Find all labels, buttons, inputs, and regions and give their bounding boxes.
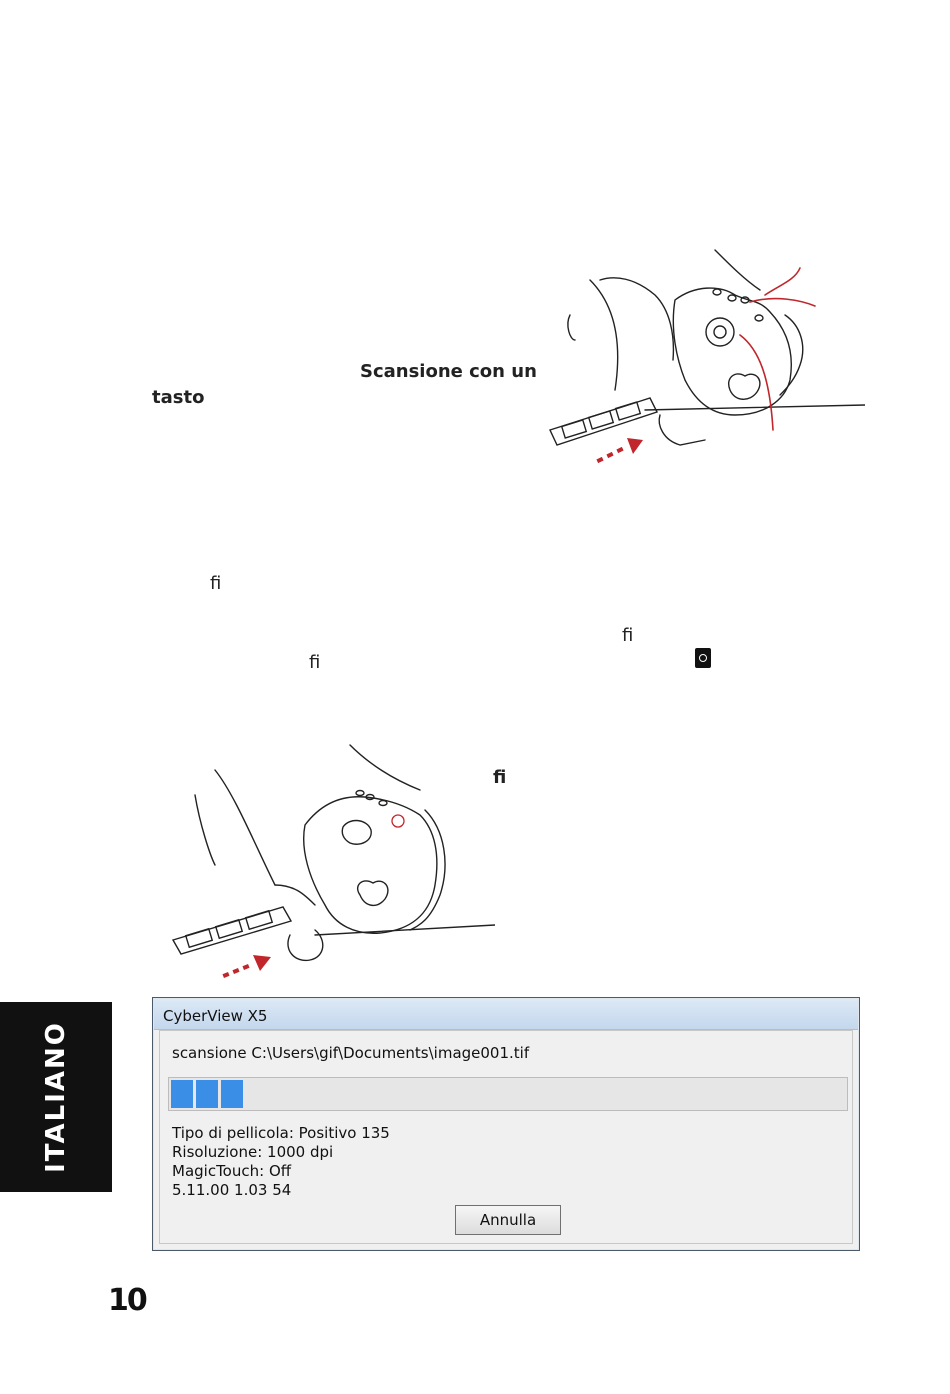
ligature-fi: ﬁ <box>493 767 507 788</box>
scan-button-icon <box>695 648 711 668</box>
progress-block <box>171 1080 193 1108</box>
language-label: ITALIANO <box>41 1021 71 1173</box>
ligature-fi: ﬁ <box>210 573 222 594</box>
scan-progress-bar <box>168 1077 848 1111</box>
dialog-titlebar[interactable] <box>154 999 858 1030</box>
language-side-tab <box>0 1002 112 1192</box>
scan-progress-dialog <box>152 997 860 1251</box>
scanner-illustration-bottom <box>155 735 495 990</box>
ligature-fi: ﬁ <box>622 625 634 646</box>
scan-info <box>172 1124 390 1200</box>
progress-block <box>221 1080 243 1108</box>
dialog-body <box>159 1030 853 1244</box>
progress-fill <box>171 1080 243 1108</box>
magictouch-text: MagicTouch: Off <box>172 1162 292 1180</box>
cancel-button[interactable]: Annulla <box>455 1205 561 1235</box>
version-text: 5.11.00 1.03 54 <box>172 1181 292 1199</box>
scan-status-text: scansione C:\Users\gif\Documents\image001.tif <box>172 1044 530 1062</box>
page-number: 10 <box>108 1283 146 1318</box>
scan-button-name-line2: tasto <box>152 387 205 408</box>
scan-button-name-line1: Scansione con un <box>360 361 537 382</box>
film-type-text: Tipo di pellicola: Positivo 135 <box>172 1124 390 1142</box>
ligature-fi: ﬁ <box>309 652 321 673</box>
progress-block <box>196 1080 218 1108</box>
scanner-illustration-top <box>545 240 865 470</box>
dialog-title: CyberView X5 <box>163 1007 268 1025</box>
resolution-text: Risoluzione: 1000 dpi <box>172 1143 334 1161</box>
